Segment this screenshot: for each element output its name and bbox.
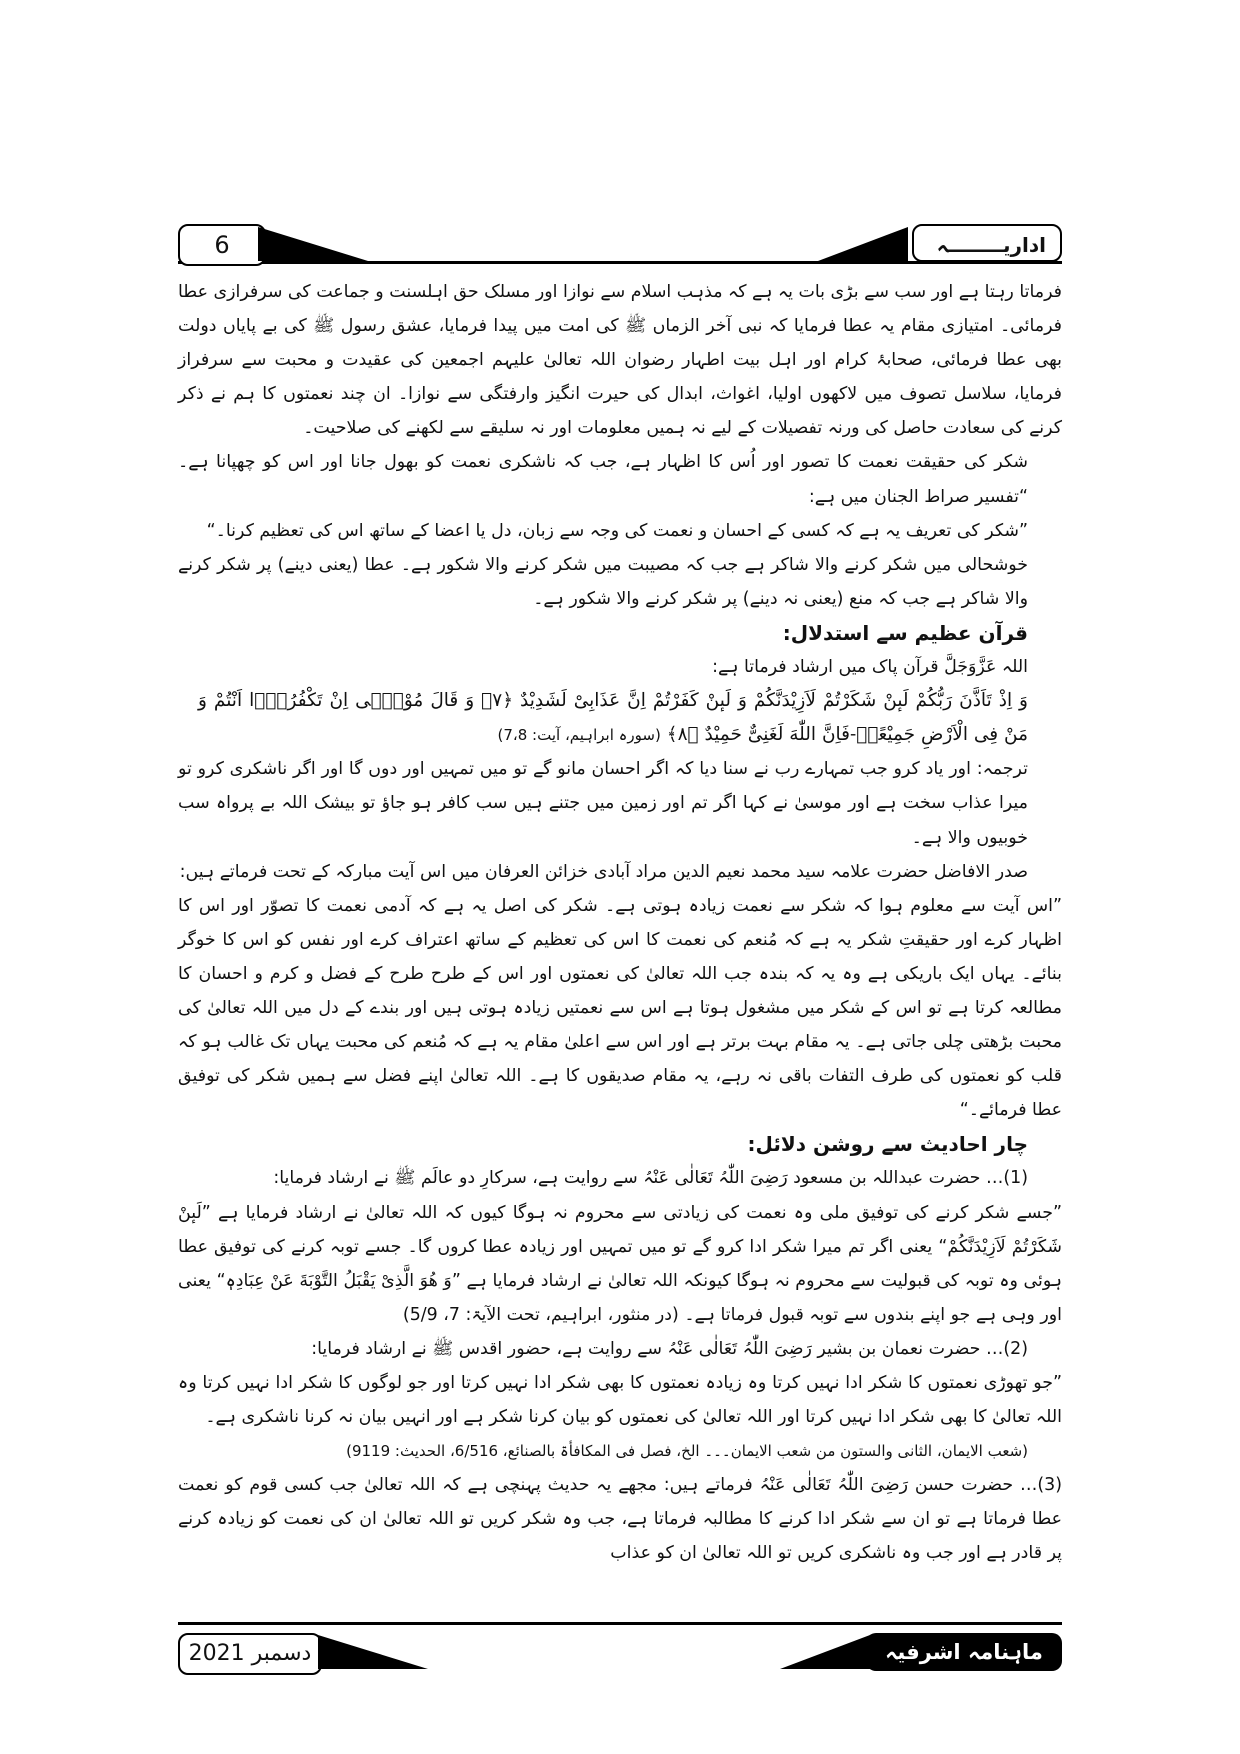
paragraph: شکر کی حقیقت نعمت کا تصور اور اُس کا اظہار ہے، جب کہ ناشکری نعمت کو بھول جانا اور اس کو چھپانا ہے۔ “تفسیر صراط الجنان میں ہے: <box>178 452 1028 507</box>
page-number: 6 <box>178 224 266 266</box>
footer-rule <box>178 1622 1062 1625</box>
section-title: اداریــــــــہ <box>912 224 1062 262</box>
section-heading: چار احادیث سے روشن دلائل: <box>747 1132 1028 1157</box>
citation: (شعب الایمان، الثانی والستون من شعب الایمان۔۔۔ الخ، فصل فی المکافأۃ بالصنائع، 6/516، الحدیث: 9119) <box>346 1442 1028 1461</box>
footer-wedge-right <box>780 1635 870 1669</box>
quotation: ”شکر کی تعریف یہ ہے کہ کسی کے احسان و نعمت کی وجہ سے زبان، دل یا اعضا کے ساتھ اس کی تعظیم کرنا۔“ <box>206 520 1028 541</box>
hadith-intro: (1)… حضرت عبداللہ بن مسعود رَضِیَ اللّٰہُ تَعَالٰی عَنْہُ سے روایت ہے، سرکارِ دو عالَم ﷺ نے ارشاد فرمایا: <box>273 1168 1028 1189</box>
hadith-text: ”جو تھوڑی نعمتوں کا شکر ادا نہیں کرتا وہ زیادہ نعمتوں کا بھی شکر ادا نہیں کرتا اور جو لوگوں کا شکر ادا نہیں کرتا وہ اللہ تعالیٰ کا بھی شکر ادا نہیں کرتا اور اللہ تعالیٰ کی نعمتوں کو بیان کرنا شکر ہے اور انہیں بیان نہ کرنا ناشکری ہے۔ <box>178 1373 1062 1428</box>
quran-verse <box>178 684 1062 752</box>
paragraph: اللہ عَزَّوَجَلَّ قرآن پاک میں ارشاد فرماتا ہے: <box>712 657 1028 678</box>
hadith-intro: (2)… حضرت نعمان بن بشیر رَضِیَ اللّٰہُ تَعَالٰی عَنْہُ سے روایت ہے، حضور اقدس ﷺ نے ارشاد فرمایا: <box>311 1338 1028 1359</box>
hadith-text: (3)… حضرت حسن رَضِیَ اللّٰہُ تَعَالٰی عَنْہُ فرماتے ہیں: مجھے یہ حدیث پہنچی ہے کہ اللہ تعالیٰ جب کسی قوم کو نعمت عطا فرماتا ہے تو ان سے شکر ادا کرنے کا مطالبہ فرماتا ہے، جب وہ شکر کریں تو اللہ تعالیٰ ان کی نعمت کو زیادہ کرنے پر قادر ہے اور جب وہ ناشکری کریں تو اللہ تعالیٰ ان کو عذاب <box>178 1475 1062 1564</box>
issue-date: دسمبر 2021 <box>178 1633 322 1675</box>
header-wedge-right <box>818 227 908 261</box>
quotation: ”اس آیت سے معلوم ہوا کہ شکر سے نعمت زیادہ ہوتی ہے۔ شکر کی اصل یہ ہے کہ آدمی نعمت کا تصوّر اور اس کا اظہار کرے اور حقیقتِ شکر یہ ہے کہ مُنعم کی نعمت کا اس کی تعظیم کے ساتھ اعتراف کرے اور نفس کو اس کا خوگر بنائے۔ یہاں ایک باریکی ہے وہ یہ کہ بندہ جب اللہ تعالیٰ کی نعمتوں اور اس کے طرح طرح کے فضل و کرم و احسان کا مطالعہ کرتا ہے تو اس کے شکر میں مشغول ہوتا ہے اس سے نعمتیں زیادہ ہوتی ہیں اور بندے کے دل میں اللہ تعالیٰ کی محبت بڑھتی چلی جاتی ہے۔ یہ مقام بہت برتر ہے اور اس سے اعلیٰ مقام یہ ہے کہ مُنعم کی محبت یہاں تک غالب ہو کہ قلب کو نعمتوں کی طرف التفات باقی نہ رہے، یہ مقام صدیقوں کا ہے۔ اللہ تعالیٰ اپنے فضل سے ہمیں شکر کی توفیق عطا فرمائے۔“ <box>178 895 1062 1121</box>
paragraph: خوشحالی میں شکر کرنے والا شاکر ہے جب کہ مصیبت میں شکر کرنے والا شکور ہے۔ عطا (یعنی دینے) پر شکر کرنے والا شاکر ہے جب کہ منع (یعنی نہ دینے) پر شکر کرنے والا شکور ہے۔ <box>178 554 1028 609</box>
magazine-name: ماہنامہ اشرفیہ <box>866 1633 1062 1671</box>
translation: ترجمہ: اور یاد کرو جب تمہارے رب نے سنا دیا کہ اگر احسان مانو گے تو میں تمہیں اور دوں گا اور اگر ناشکری کرو تو میرا عذاب سخت ہے اور موسیٰ نے کہا اگر تم اور زمین میں جتنے ہیں سب کافر ہو جاؤ تو بیشک اللہ بے پرواہ سب خوبیوں والا ہے۔ <box>178 759 1028 848</box>
paragraph: صدر الافاضل حضرت علامہ سید محمد نعیم الدین مراد آبادی خزائن العرفان میں اس آیت مبارکہ کے تحت فرماتے ہیں: <box>179 861 1028 882</box>
paragraph: فرماتا رہتا ہے اور سب سے بڑی بات یہ ہے کہ مذہب اسلام سے نوازا اور مسلک حق اہلسنت و جماعت کی سرفرازی عطا فرمائی۔ امتیازی مقام یہ عطا فرمایا کہ نبی آخر الزماں ﷺ کی امت میں پیدا فرمایا، عشق رسول ﷺ کی بے پایاں دولت بھی عطا فرمائی، صحابۂ کرام اور اہل بیت اطہار رضوان اللہ تعالیٰ علیہم اجمعین کی عقیدت و محبت سے سرفراز فرمایا، سلاسل تصوف میں لاکھوں اولیا، اغواث، ابدال کی حیرت انگیز وارفتگی سے نوازا۔ ان چند نعمتوں کا ہم نے ذکر کرنے کی سعادت حاصل کی ورنہ تفصیلات کے لیے نہ ہمیں معلومات اور نہ سلیقے سے لکھنے کی صلاحیت۔ <box>178 282 1062 439</box>
hadith-text: ”جسے شکر کرنے کی توفیق ملی وہ نعمت کی زیادتی سے محروم نہ ہوگا کیوں کہ اللہ تعالیٰ نے ارشاد فرمایا ہے ”لَىٕنْ شَكَرْتُمْ لَاَزِیْدَنَّكُمْ“ یعنی اگر تم میرا شکر ادا کرو گے تو میں تمہیں اور زیادہ عطا کروں گا۔ جسے توبہ کرنے کی توفیق عطا ہوئی وہ توبہ کی قبولیت سے محروم نہ ہوگا کیونکہ اللہ تعالیٰ نے ارشاد فرمایا ہے ”وَ هُوَ الَّذِیْ یَقْبَلُ التَّوْبَةَ عَنْ عِبَادِهٖ“ یعنی اور وہی ہے جو اپنے بندوں سے توبہ قبول فرماتا ہے۔ (در منثور، ابراہیم، تحت الآیۃ: 7، 5/9) <box>178 1202 1062 1325</box>
article-body <box>178 275 1062 1571</box>
section-heading: قرآن عظیم سے استدلال: <box>782 620 1028 645</box>
header-wedge-left <box>258 227 368 261</box>
quran-verse-reference: (سورہ ابراہیم، آیت: 7،8) <box>497 726 661 745</box>
quran-verse-text: وَ اِذْ تَاَذَّنَ رَبُّكُمْ لَىٕنْ شَكَرْتُمْ لَاَزِیْدَنَّكُمْ وَ لَىٕنْ كَفَرْتُمْ اِنَّ عَذَابِیْ لَشَدِیْدٌ ﴿۷﴾ وَ قَالَ مُوْسٰۤى اِنْ تَكْفُرُوْۤا اَنْتُمْ وَ مَنْ فِی الْاَرْضِ جَمِیْعًاۙ-فَاِنَّ اللّٰهَ لَغَنِیٌّ حَمِیْدٌ ﴿۸﴾ <box>198 690 1028 746</box>
footer-wedge-left <box>318 1635 428 1669</box>
